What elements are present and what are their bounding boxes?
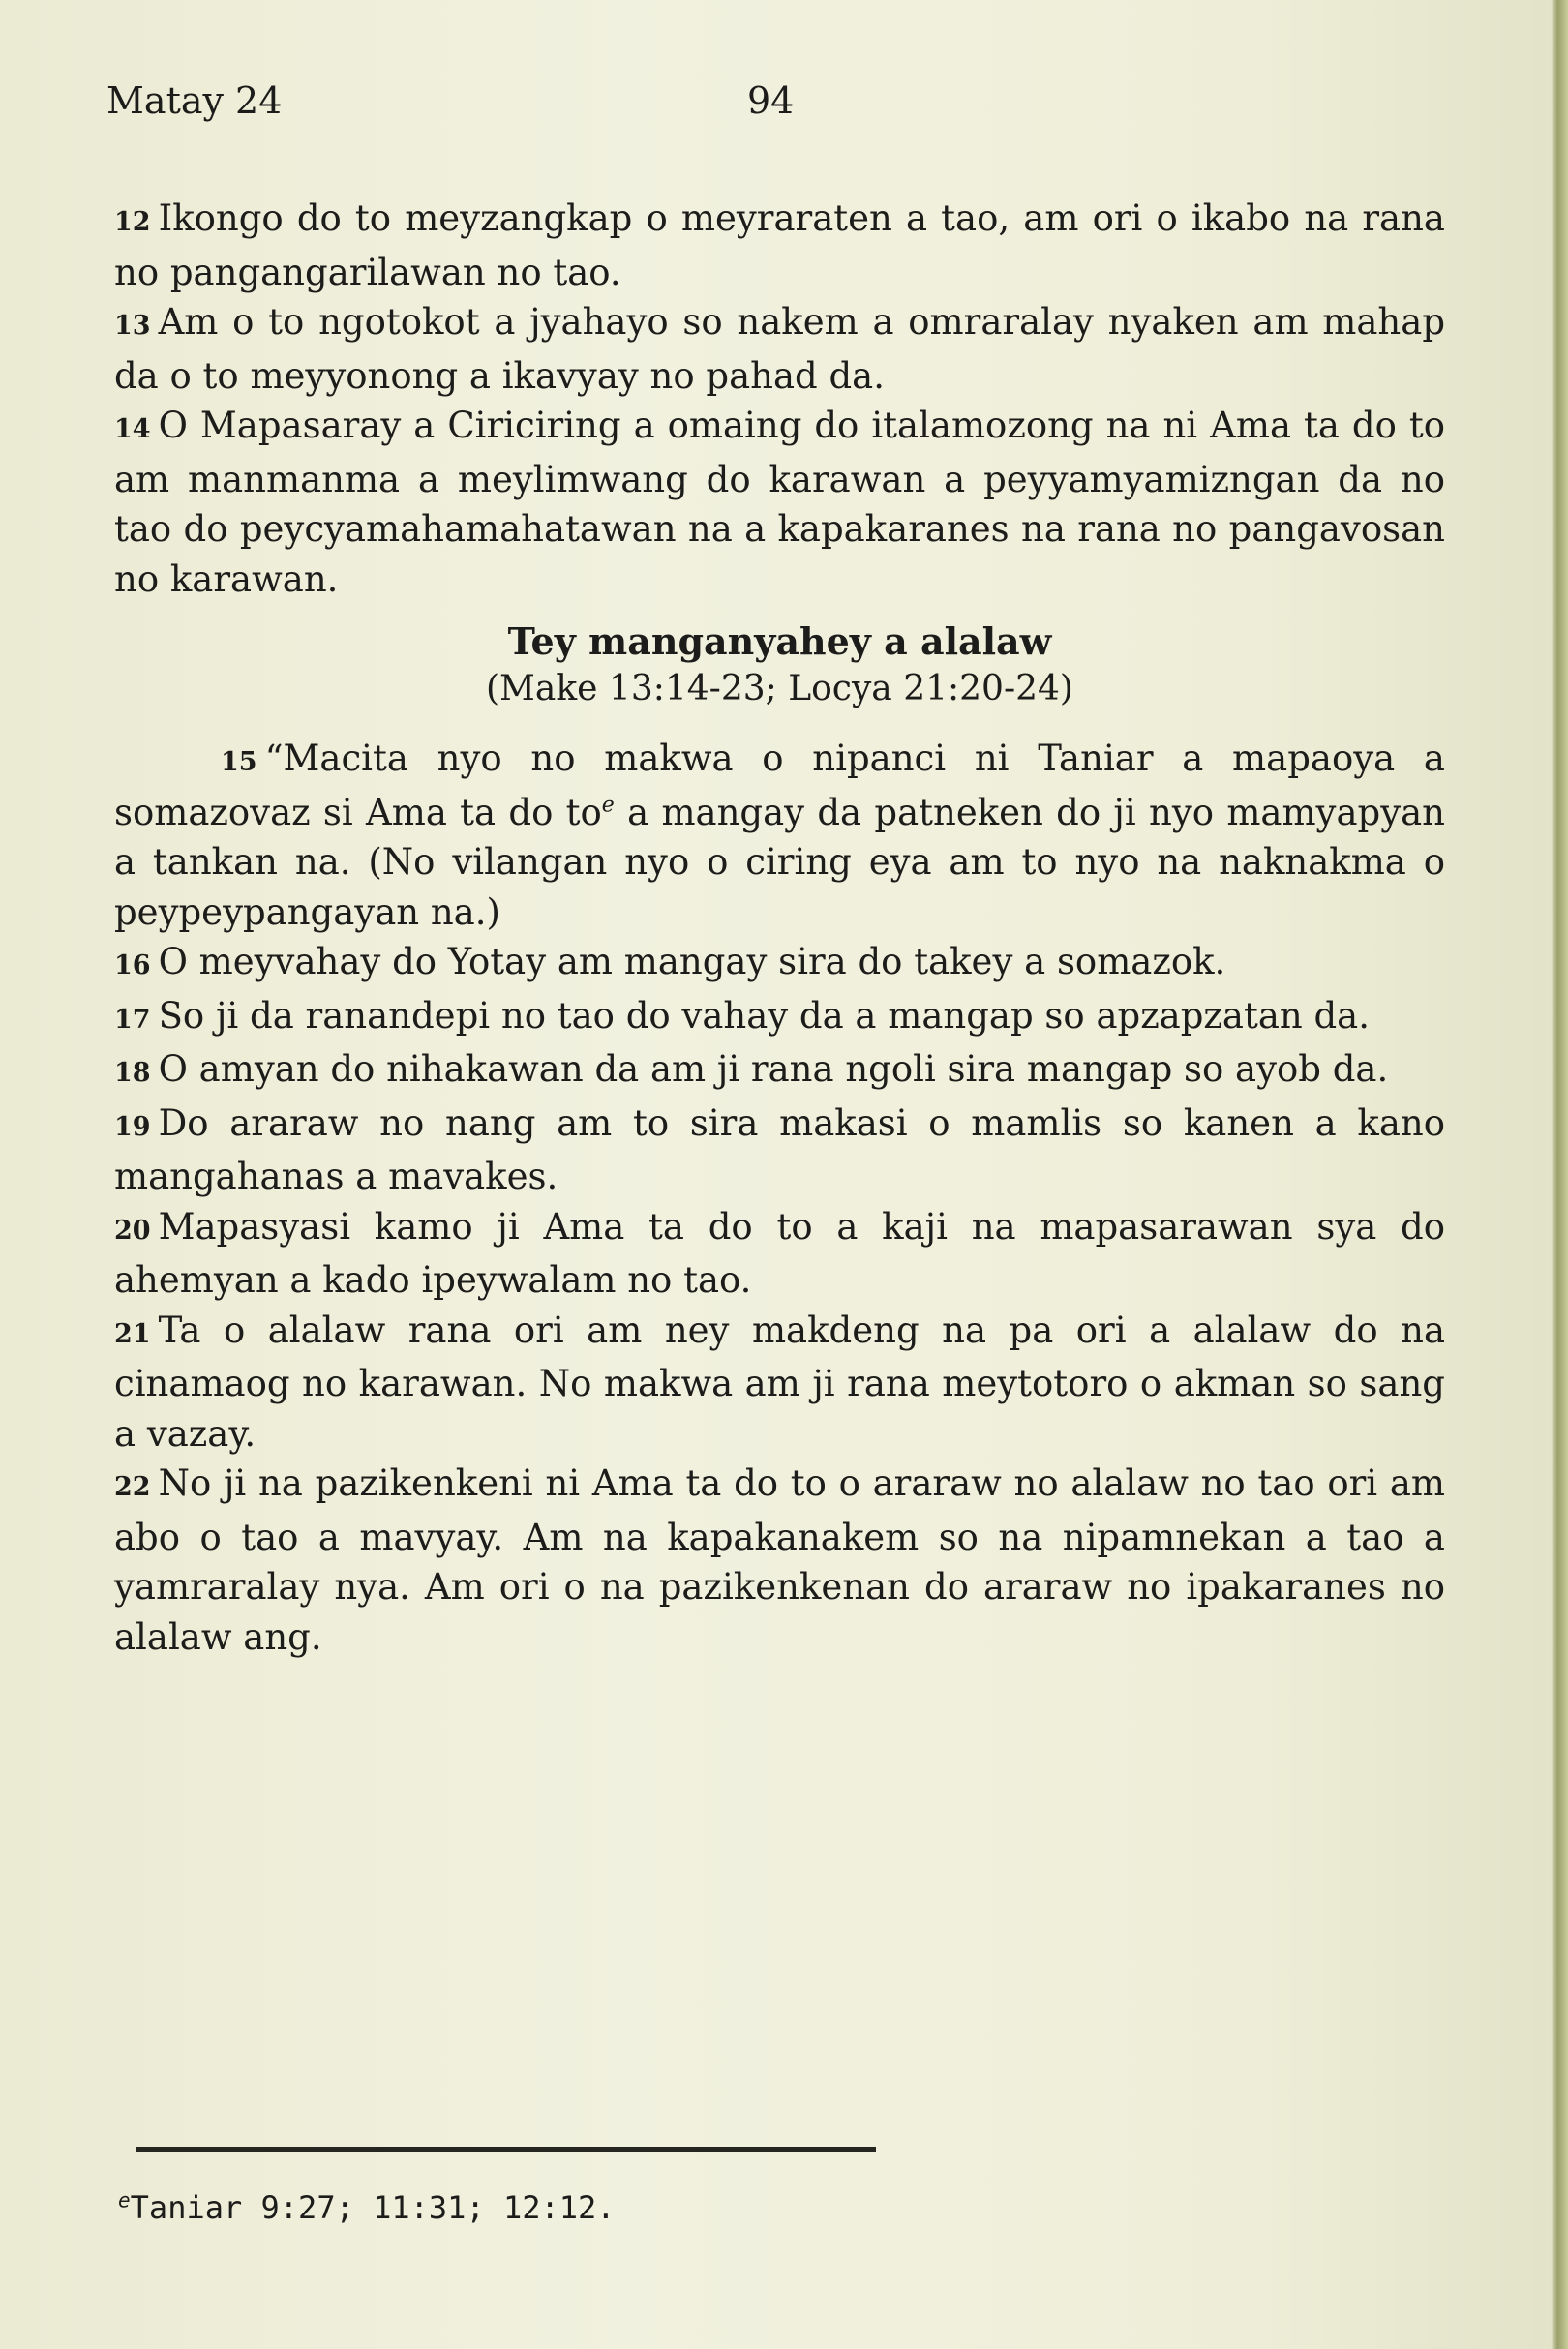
- page-header: [106, 79, 1510, 137]
- verse-text: So ji da ranandepi no tao do vahay da a mangap so apzapzatan da.: [158, 994, 1371, 1037]
- main-text: [114, 194, 1445, 1662]
- verse-text: Do araraw no nang am to sira makasi o mamlis so kanen a kano mangahanas a mavakes.: [114, 1101, 1445, 1197]
- verse-number: 19: [114, 1111, 151, 1142]
- page-number: 94: [747, 79, 795, 122]
- verse-number: 21: [114, 1318, 151, 1349]
- verse-number: 18: [114, 1058, 151, 1088]
- verse-number: 20: [114, 1215, 151, 1246]
- section-heading: Tey manganyahey a alalaw: [507, 619, 1052, 663]
- verse-number: 12: [114, 207, 151, 237]
- verse-text: No ji na pazikenkeni ni Ama ta do to o araraw no alalaw no tao ori am abo o tao a mavyay. Am na kapakanakem so na nipamnekan a tao a yamraralay nya. Am ori o na pazikenkenan do araraw no ipakaranes no alalaw ang.: [114, 1462, 1445, 1658]
- footnote-marker[interactable]: e: [601, 793, 615, 818]
- verse-text: Ta o alalaw rana ori am ney makdeng na pa ori a alalaw do na cinamaog no karawan. No makwa am ji rana meytotoro o akman so sang a vazay.: [114, 1309, 1445, 1455]
- verse-text-continued: a mangay da patneken do ji nyo mamyapyan a tankan na. (No vilangan nyo o ciring eya am to nyo na naknakma o peypeypangayan na.): [114, 791, 1445, 933]
- running-head: Matay 24: [106, 79, 283, 122]
- verse-text: O Mapasaray a Ciriciring a omaing do italamozong na ni Ama ta do to am manmanma a meylimwang do karawan a peyyamyamizngan da no tao do peycyamahamahatawan na a kapakaranes na rana no pangavosan no karawan.: [114, 405, 1445, 600]
- verse-number: 13: [114, 311, 151, 341]
- verse-text: Ikongo do to meyzangkap o meyraraten a tao, am ori o ikabo na rana no pangangarilawan no tao.: [114, 197, 1445, 293]
- page-spine-edge: [1551, 0, 1568, 2349]
- verse-text: Mapasyasi kamo ji Ama ta do to a kaji na mapasarawan sya do ahemyan a kado ipeywalam no tao.: [114, 1205, 1445, 1301]
- verse-13: [114, 297, 1445, 401]
- verse-18: [114, 1044, 1445, 1099]
- verse-number: 22: [114, 1472, 151, 1502]
- footnote-mark: e: [118, 2188, 131, 2213]
- verse-number: 14: [114, 414, 151, 444]
- verse-text: Am o to ngotokot a jyahayo so nakem a omraralay nyaken am mahap da o to meyyonong a ikavyay no pahad da.: [114, 301, 1445, 397]
- verse-20: [114, 1202, 1445, 1306]
- verse-15: [114, 734, 1445, 937]
- footnote: [118, 2189, 616, 2226]
- section-cross-reference: (Make 13:14-23; Locya 21:20-24): [486, 669, 1073, 708]
- verse-17: [114, 991, 1445, 1045]
- verse-text: “Macita nyo no makwa o nipanci ni Taniar a mapaoya a somazovaz si Ama ta do to: [114, 738, 1445, 833]
- footnote-divider: [136, 2147, 876, 2152]
- verse-text: O meyvahay do Yotay am mangay sira do takey a somazok.: [158, 941, 1226, 982]
- verse-14: [114, 401, 1445, 604]
- verse-21: [114, 1306, 1445, 1460]
- verse-number: 16: [114, 950, 151, 980]
- footnote-text: Taniar 9:27; 11:31; 12:12.: [130, 2189, 616, 2226]
- verse-number: 15: [221, 747, 257, 777]
- verse-22: [114, 1459, 1445, 1662]
- verse-19: [114, 1099, 1445, 1202]
- verse-16: [114, 937, 1445, 991]
- verse-text: O amyan do nihakawan da am ji rana ngoli sira mangap so ayob da.: [158, 1048, 1389, 1090]
- verse-number: 17: [114, 1004, 151, 1035]
- verse-12: [114, 194, 1445, 297]
